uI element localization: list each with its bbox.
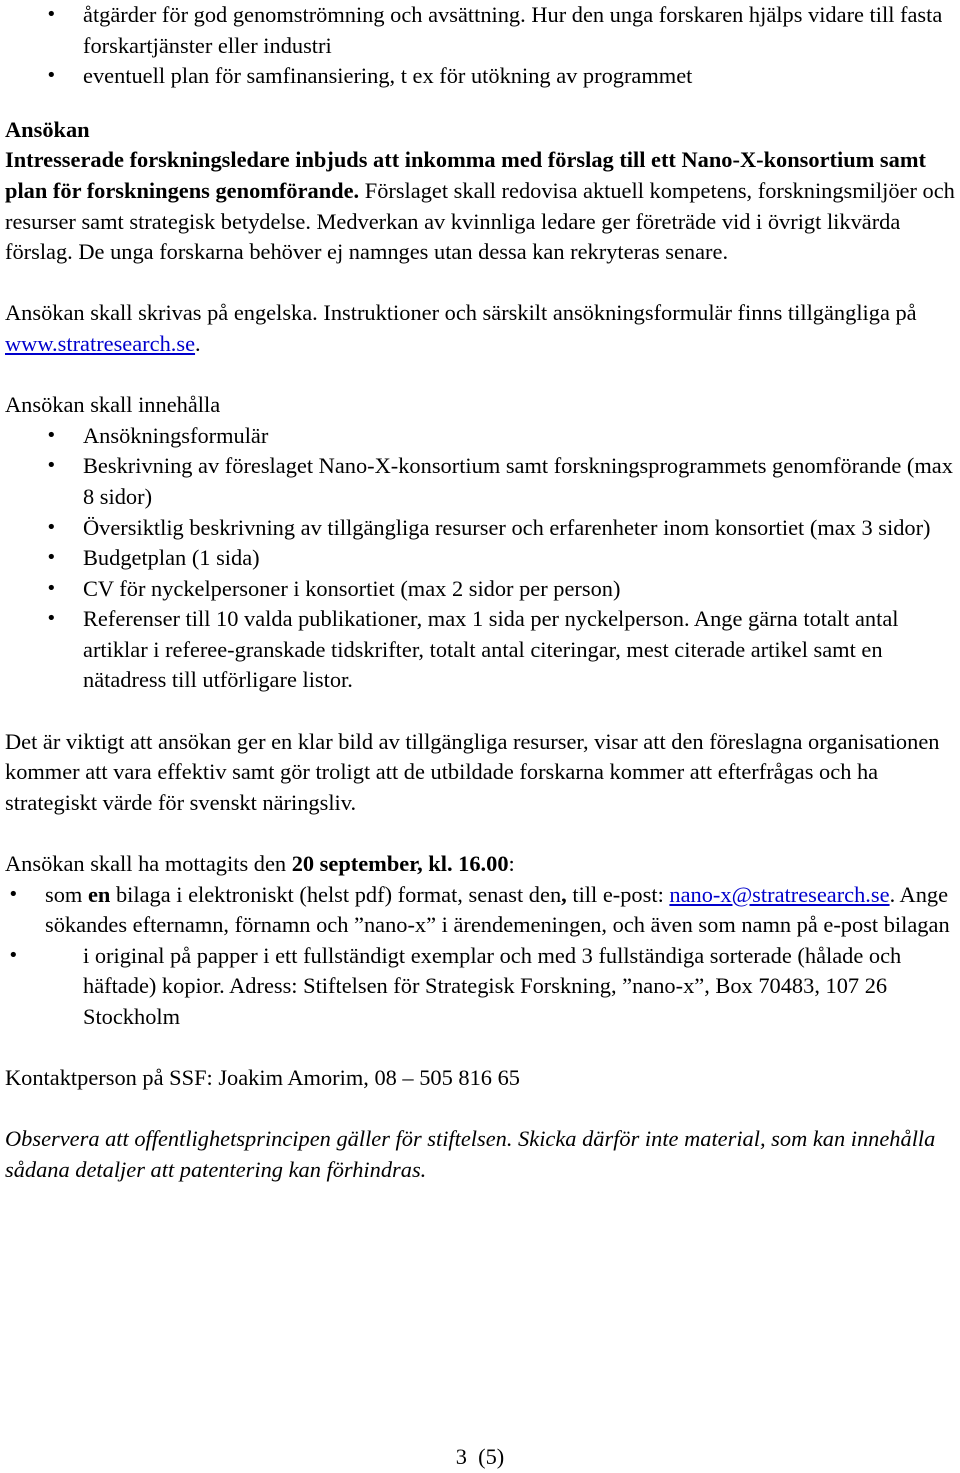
contact-line: Kontaktperson på SSF: Joakim Amorim, 08 – 505 816 65 (5, 1065, 520, 1091)
email-link[interactable]: nano-x@stratresearch.se (669, 881, 890, 907)
list-item: • eventuell plan för samfinansiering, t ex för utökning av programmet (5, 61, 955, 92)
deadline-paragraph: Ansökan skall ha mottagits den 20 september, kl. 16.00: (5, 851, 515, 877)
english-paragraph: Ansökan skall skrivas på engelska. Instruktioner och särskilt ansökningsformulär finns tillgängliga på www.stratresearch.se. (5, 300, 917, 356)
submission-list (5, 880, 955, 1033)
ansokan-bold-intro: Intresserade forskningsledare inbjuds att inkomma med förslag till ett Nano-X-konsortium samt plan för forskningens genomförande. (5, 147, 926, 203)
list-item: • CV för nyckelpersoner i konsortiet (max 2 sidor per person) (5, 574, 955, 605)
requirements-list (5, 0, 955, 92)
list-item: • Ansökningsformulär (5, 421, 955, 452)
page-number (0, 1442, 960, 1473)
document-page (5, 0, 955, 1186)
contents-list (5, 421, 955, 696)
ansokan-paragraph (5, 145, 955, 267)
section-heading-ansokan: Ansökan (5, 116, 90, 142)
confidentiality-note: Observera att offentlighetsprincipen gäller för stiftelsen. Skicka därför inte material, som kan innehålla sådana detaljer att patentering kan förhindras. (5, 1126, 936, 1182)
list-item: • Beskrivning av föreslaget Nano-X-konsortium samt forskningsprogrammets genomförande (max 8 sidor) (5, 451, 955, 512)
list-item: • Budgetplan (1 sida) (5, 543, 955, 574)
contents-intro: Ansökan skall innehålla (5, 392, 221, 418)
importance-paragraph: Det är viktigt att ansökan ger en klar bild av tillgängliga resurser, visar att den föreslagna organisationen kommer att vara effektiv samt gör troligt att de utbildade forskarna kommer att efterfrågas och ha strategiskt värde för svenskt näringsliv. (5, 728, 940, 815)
list-item: • som en bilaga i elektroniskt (helst pdf) format, senast den, till e-post: nano-x@stratresearch.se. Ange sökandes efternamn, förnamn och ”nano-x” i ärendemeningen, och även som namn på e-post bilagan (5, 880, 955, 941)
list-item: • i original på papper i ett fullständigt exemplar och med 3 fullständiga sorterade (hålade och häftade) kopior. Adress: Stiftelsen för Strategisk Forskning, ”nano-x”, Box 70483, 107 26 Stockholm (5, 941, 955, 1033)
page-total: (5) (478, 1444, 505, 1469)
list-item: • Översiktlig beskrivning av tillgängliga resurser och erfarenheter inom konsortiet (max 3 sidor) (5, 513, 955, 544)
website-link[interactable]: www.stratresearch.se (5, 330, 196, 356)
ansokan-rest: Förslaget skall redovisa aktuell kompetens, forskningsmiljöer och resurser samt strategisk betydelse. Medverkan av kvinnliga ledare ger företräde vid i övrigt likvärda förslag. De unga forskarna behöver ej namnges utan dessa kan rekryteras senare. (5, 177, 955, 265)
deadline-date: 20 september, kl. 16.00 (291, 851, 509, 877)
list-item: • Referenser till 10 valda publikationer, max 1 sida per nyckelperson. Ange gärna totalt antal artiklar i referee-granskade tidskrifter, totalt antal citeringar, mest citerade artikel samt en nätadress till utförligare listor. (5, 604, 955, 696)
page-current: 3 (455, 1444, 467, 1469)
list-item: • åtgärder för god genomströmning och avsättning. Hur den unga forskaren hjälps vidare till fasta forskartjänster eller industri (5, 0, 955, 61)
